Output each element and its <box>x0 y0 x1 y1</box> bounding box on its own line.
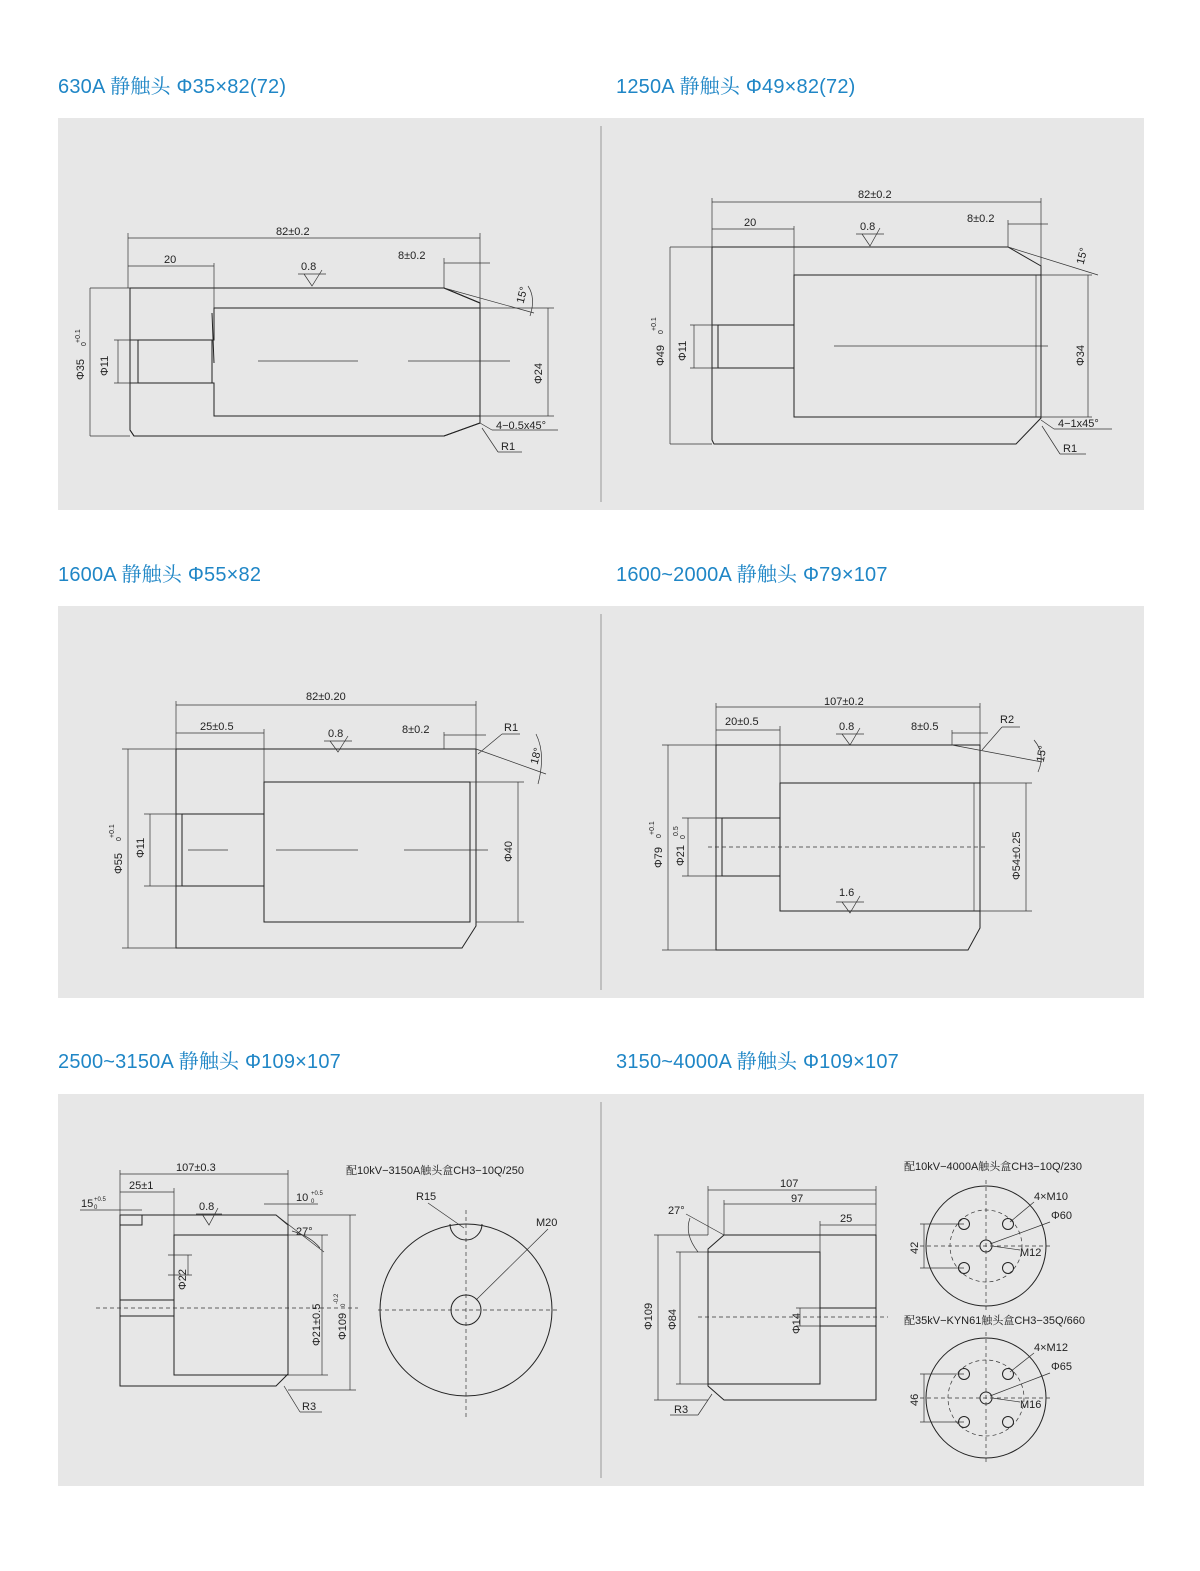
dim-outer-tol-low: 0 <box>81 342 88 346</box>
angle-label-1600-2000: 15° <box>1034 744 1050 764</box>
drawing-panel-row2 <box>58 606 1144 998</box>
dim-chamfer-length-1250: 8±0.2 <box>967 213 995 225</box>
dim-outer-tol-low-2500: 0 <box>341 1303 347 1307</box>
angle-label-3150: 27° <box>668 1205 685 1217</box>
dim-outer-tol-low-1600: 0 <box>116 837 123 841</box>
section-drawing-630a <box>75 226 558 453</box>
dim-length-2500: 107±0.3 <box>176 1162 216 1174</box>
dim-outer-tol-low-1250: 0 <box>658 330 665 334</box>
label-v2-pcd: Φ65 <box>1051 1361 1073 1373</box>
dim-bore-depth-2500: 25±1 <box>129 1180 154 1192</box>
dim-chamfer: 4−0.5x45° <box>496 420 546 432</box>
dim-radius: R1 <box>501 441 516 453</box>
dim-hole-tol-1600-2000: 0.5 <box>673 826 680 836</box>
dim-v1-height: 42 <box>909 1241 921 1254</box>
dim-hole-diameter-2500: Φ22 <box>177 1268 189 1290</box>
label-v1-pcd: Φ60 <box>1051 1210 1073 1222</box>
dim-bore-depth-1600: 25±0.5 <box>200 721 234 733</box>
dim-front-2500: 10 <box>296 1192 309 1204</box>
dim-outer-tol-1600: +0.1 <box>109 824 116 838</box>
dim-chamfer-1250: 4−1x45° <box>1058 418 1099 430</box>
dim-length-1600: 82±0.20 <box>306 691 346 703</box>
label-v2-holes: 4×M12 <box>1034 1342 1068 1354</box>
angle-label-2500: 27° <box>296 1226 313 1238</box>
dim-outer-diameter: Φ35 <box>75 358 87 380</box>
title-3150-4000a: 3150~4000A 静触头 Φ109×107 <box>616 1051 899 1073</box>
dim-hole-diameter-1250: Φ11 <box>677 340 689 361</box>
title-1600-2000a: 1600~2000A 静触头 Φ79×107 <box>616 564 888 586</box>
dim-outer-tol-1250: +0.1 <box>651 317 658 331</box>
dim-bore-diameter-2500: Φ21±0.5 <box>311 1303 323 1346</box>
dim-radius-3150: R3 <box>674 1404 689 1416</box>
note-35kv-3150: 配35kV−KYN61触头盒CH3−35Q/660 <box>904 1315 1085 1327</box>
dim-bore-diameter: Φ24 <box>533 362 545 384</box>
angle-label: 15° <box>514 285 531 305</box>
dim-chamfer-length-1600: 8±0.2 <box>402 724 430 736</box>
dim-chamfer-length-1600-2000: 8±0.5 <box>911 721 939 733</box>
dim-hole-diameter: Φ11 <box>99 355 111 376</box>
section-drawing-3150-4000a <box>643 1178 888 1416</box>
section-drawing-1250a <box>651 189 1112 455</box>
dim-outer-diameter-1600: Φ55 <box>113 852 125 874</box>
dim-len2-3150: 97 <box>791 1193 804 1205</box>
dim-outer-tol: +0.1 <box>75 329 82 343</box>
roughness-mark-2500: 0.8 <box>199 1201 215 1213</box>
section-drawing-2500-3150a <box>80 1162 358 1413</box>
roughness-mark-1600: 0.8 <box>328 728 344 740</box>
section-drawing-1600a <box>109 691 546 948</box>
title-2500-3150a: 2500~3150A 静触头 Φ109×107 <box>58 1051 341 1073</box>
dim-length-3150: 107 <box>780 1178 799 1190</box>
dim-bore-depth-1250: 20 <box>744 217 757 229</box>
dim-step-tol-low-2500: 0 <box>94 1205 98 1211</box>
dim-outer-tol-2500: -0.2 <box>334 1293 340 1304</box>
dim-radius-1250: R1 <box>1063 443 1078 455</box>
dim-outer-diameter-1250: Φ49 <box>655 344 667 366</box>
dim-depth-3150: 25 <box>840 1213 853 1225</box>
dim-outer-diameter-2500: Φ109 <box>337 1312 349 1340</box>
dim-chamfer-length: 8±0.2 <box>398 250 426 262</box>
dim-length: 82±0.2 <box>276 226 310 238</box>
title-630a: 630A 静触头 Φ35×82(72) <box>58 76 287 98</box>
dim-radius-1600-2000: R2 <box>1000 714 1015 726</box>
dim-hole-diameter-1600-2000: Φ21 <box>675 844 687 866</box>
title-1600a: 1600A 静触头 Φ55×82 <box>58 564 262 586</box>
dim-radius-2500: R3 <box>302 1401 317 1413</box>
thread-label-2500: M20 <box>536 1217 558 1229</box>
roughness-mark-1250: 0.8 <box>860 221 876 233</box>
dim-step-2500: 15 <box>81 1198 94 1210</box>
dim-length-1600-2000: 107±0.2 <box>824 696 864 708</box>
dim-step-tol-2500: +0.5 <box>94 1197 106 1203</box>
drawing-panel-row3 <box>58 1094 1144 1486</box>
dim-front-tol-low-2500: 0 <box>311 1199 315 1205</box>
label-v1-holes: 4×M10 <box>1034 1191 1068 1203</box>
drawing-panel-row1 <box>58 118 1144 510</box>
dim-hole-diameter-3150: Φ14 <box>791 1312 803 1334</box>
dim-outer-diameter-1600-2000: Φ79 <box>653 846 665 868</box>
roughness-mark-1600-2000: 0.8 <box>839 721 855 733</box>
dim-hole-tol-low-1600-2000: 0 <box>680 835 687 839</box>
roughness-mark: 0.8 <box>301 261 317 273</box>
section-drawing-1600-2000a <box>649 696 1049 950</box>
dim-bore-diameter-3150: Φ84 <box>667 1308 679 1330</box>
angle-label-1250: 15° <box>1074 246 1091 266</box>
label-v2-center: M16 <box>1020 1399 1042 1411</box>
dim-bore-depth: 20 <box>164 254 177 266</box>
dim-bore-diameter-1600-2000: Φ54±0.25 <box>1011 831 1023 880</box>
dim-outer-tol-low-1600-2000: 0 <box>656 834 663 838</box>
end-view-10kv-3150-4000a <box>904 1159 1082 1312</box>
dim-hole-diameter-1600: Φ11 <box>135 837 147 858</box>
dim-front-tol-2500: +0.5 <box>311 1191 323 1197</box>
label-v1-center: M12 <box>1020 1247 1042 1259</box>
end-view-2500-3150a <box>346 1163 558 1420</box>
roughness-mark2-1600-2000: 1.6 <box>839 887 855 899</box>
dim-bore-depth-1600-2000: 20±0.5 <box>725 716 759 728</box>
slot-radius-2500: R15 <box>416 1191 437 1203</box>
note-10kv-3150: 配10kV−4000A触头盒CH3−10Q/230 <box>904 1161 1082 1173</box>
dim-radius-1600: R1 <box>504 722 519 734</box>
angle-label-1600: 18° <box>528 746 545 766</box>
note-2500: 配10kV−3150A触头盒CH3−10Q/250 <box>346 1165 524 1177</box>
dim-outer-diameter-3150: Φ109 <box>643 1302 655 1330</box>
dim-outer-tol-1600-2000: +0.1 <box>649 821 656 835</box>
dim-bore-diameter-1600: Φ40 <box>503 840 515 862</box>
dim-length-1250: 82±0.2 <box>858 189 892 201</box>
title-1250a: 1250A 静触头 Φ49×82(72) <box>616 76 856 98</box>
dim-v2-height: 46 <box>909 1393 921 1406</box>
dim-bore-diameter-1250: Φ34 <box>1075 344 1087 366</box>
end-view-35kv-3150-4000a <box>904 1313 1085 1464</box>
